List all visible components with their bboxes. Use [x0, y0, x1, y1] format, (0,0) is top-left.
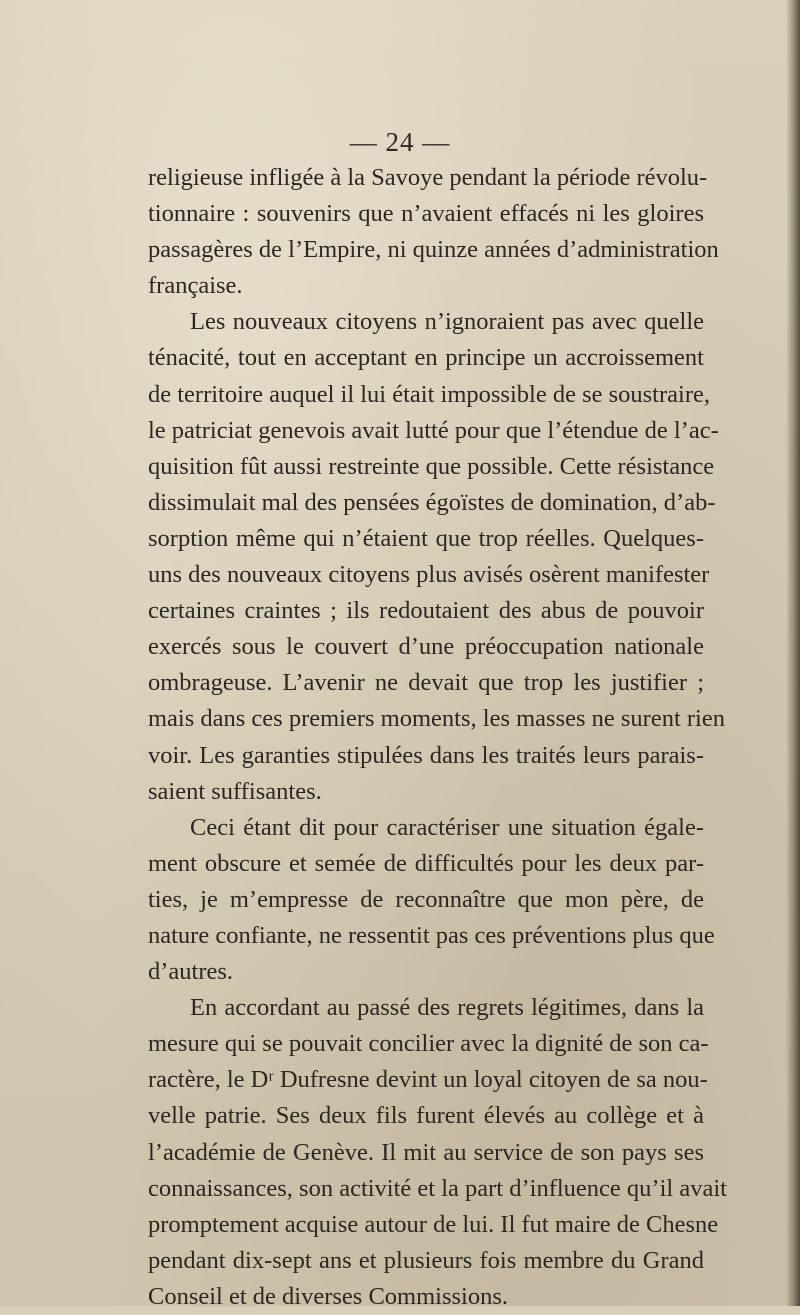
- page-edge-shadow: [786, 0, 800, 1306]
- text-line: ties, je m’empresse de reconnaître que mon père, de: [148, 885, 704, 913]
- text-line: nature confiante, ne ressentit pas ces préventions plus que: [148, 921, 715, 949]
- text-line: Les nouveaux citoyens n’ignoraient pas avec quelle: [190, 308, 704, 336]
- text-line: ment obscure et semée de difficultés pour les deux par-: [148, 849, 704, 877]
- text-line: certaines craintes ; ils redoutaient des abus de pouvoir: [148, 597, 704, 625]
- text-line: passagères de l’Empire, ni quinze années d’administration: [148, 236, 719, 264]
- text-line: mais dans ces premiers moments, les masses ne surent rien: [148, 705, 725, 733]
- text-line: exercés sous le couvert d’une préoccupation nationale: [148, 633, 704, 661]
- text-line: promptement acquise autour de lui. Il fut maire de Chesne: [148, 1210, 719, 1238]
- text-line: pendant dix-sept ans et plusieurs fois membre du Grand: [148, 1246, 704, 1274]
- text-line: Conseil et de diverses Commissions.: [148, 1282, 508, 1310]
- text-line: Ceci étant dit pour caractériser une situation égale-: [190, 813, 704, 841]
- text-line: velle patrie. Ses deux fils furent élevés au collège et à: [148, 1102, 704, 1130]
- text-line: française.: [148, 272, 243, 300]
- text-line: voir. Les garanties stipulées dans les traités leurs parais-: [148, 741, 704, 769]
- text-line: quisition fût aussi restreinte que possible. Cette résistance: [148, 452, 715, 480]
- text-line: connaissances, son activité et la part d’influence qu’il avait: [148, 1174, 727, 1202]
- text-line: mesure qui se pouvait concilier avec la dignité de son ca-: [148, 1030, 709, 1058]
- text-line: En accordant au passé des regrets légitimes, dans la: [190, 994, 704, 1022]
- text-line: tionnaire : souvenirs que n’avaient effacés ni les gloires: [148, 200, 704, 228]
- text-line: de territoire auquel il lui était impossible de se soustraire,: [148, 380, 710, 408]
- text-line: le patriciat genevois avait lutté pour que l’étendue de l’ac-: [148, 416, 719, 444]
- text-line: ténacité, tout en acceptant en principe un accroissement: [148, 344, 704, 372]
- text-line: dissimulait mal des pensées égoïstes de domination, d’ab-: [148, 488, 716, 516]
- text-line: saient suffisantes.: [148, 777, 322, 805]
- text-line: religieuse infligée à la Savoye pendant la période révolu-: [148, 164, 708, 191]
- text-line: uns des nouveaux citoyens plus avisés osèrent manifester: [148, 561, 710, 589]
- text-line: d’autres.: [148, 958, 234, 986]
- text-line: ombrageuse. L’avenir ne devait que trop les justifier ;: [148, 669, 704, 697]
- text-line: sorption même qui n’étaient que trop réelles. Quelques-: [148, 524, 704, 552]
- page-number: — 24 —: [349, 127, 451, 157]
- text-line: ractère, le Dʳ Dufresne devint un loyal citoyen de sa nou-: [148, 1066, 708, 1094]
- body-text: [148, 160, 727, 1315]
- text-line: l’académie de Genève. Il mit au service de son pays ses: [148, 1138, 704, 1166]
